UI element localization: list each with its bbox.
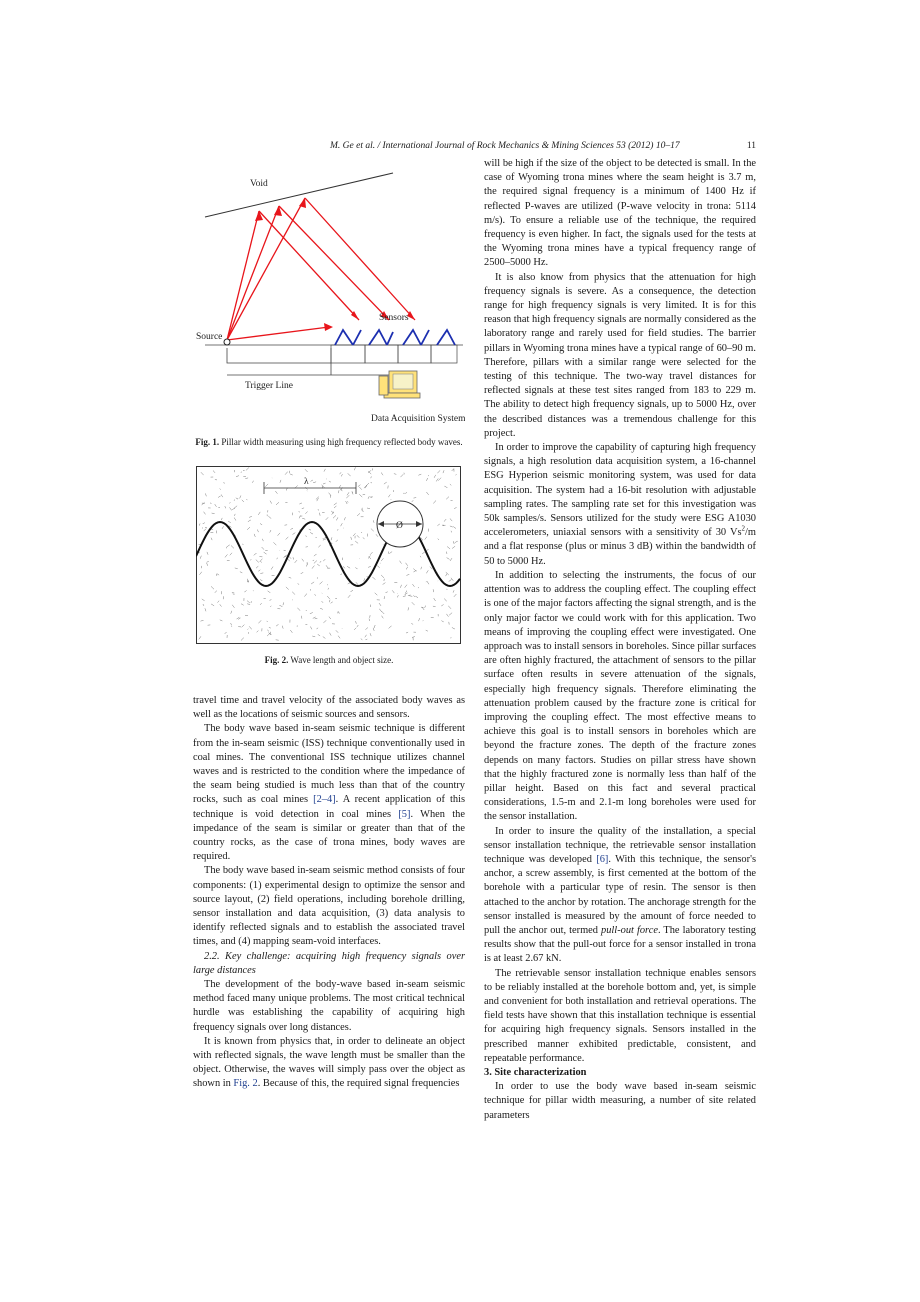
object-size-label: Ø xyxy=(396,521,403,531)
running-header xyxy=(330,141,756,151)
figure-2-frame xyxy=(197,467,461,644)
left-paragraph-4: The development of the body-wave based in-seam seismic method faced many unique problems. The most critical technical hurdle was establishing the capability of acquiring high frequency signals over long distances. xyxy=(193,979,465,1033)
section-heading-3: 3. Site characterization xyxy=(484,1067,587,1078)
sensor-box-3 xyxy=(398,345,431,363)
void-label: Void xyxy=(250,179,268,189)
sensor-box-2 xyxy=(365,345,398,363)
citation-link[interactable]: [2–4] xyxy=(313,794,336,806)
figure-2-caption-label: Fig. 2. xyxy=(264,655,289,665)
daq-label: Data Acquisition System xyxy=(371,414,465,424)
right-paragraph-6: The retrievable sensor installation technique enables sensors to be reliably installed at the borehole bottom and, yet, is simple and convenient for both installation and retrieval operations. The field tests have shown that this installation technique is essential for acquiring high frequency signals. Sensors installed in the prescribed manner exhibited predictable, consistent, and repeatable performance. xyxy=(484,967,756,1064)
source-label: Source xyxy=(196,332,223,342)
section-heading-2-2: 2.2. Key challenge: acquiring high frequency signals over large distances xyxy=(193,950,465,976)
right-paragraph-7: In order to use the body wave based in-seam seismic technique for pillar width measuring, a number of site related parameters xyxy=(484,1081,756,1121)
left-paragraph-3: The body wave based in-seam seismic method consists of four components: (1) experimental design to optimize the sensor and source layout, (2) field operations, including borehole drilling, sensor installation and data acquisition, (3) data analysis to identify reflected signals and to establish the associated travel times, and (4) mapping seam-void interfaces. xyxy=(193,865,465,948)
citation-link[interactable]: [5] xyxy=(398,808,411,820)
void-line xyxy=(205,173,393,217)
wavelength-label: λ xyxy=(304,477,309,487)
left-paragraph-2: The body wave based in-seam seismic technique is different from the in-seam seismic (ISS) technique conventionally used in coal mines. The conventional ISS technique utilizes channel waves and is restricted to the condition where the impedance of the seam being studied is much less than that of the country rocks, such as coal mines [2–4]. A recent application of this technique is void detection in coal mines [5]. When the impedance of the seam is similar or greater than that of the country rocks, as the case of trona mines, body waves are required. xyxy=(193,723,465,863)
source-marker xyxy=(224,339,230,345)
right-column xyxy=(484,157,756,1123)
trigger-line-label: Trigger Line xyxy=(245,381,293,391)
right-paragraph-5: In order to insure the quality of the installation, a special sensor installation technique, the retrievable sensor installation technique was developed [6]. With this technique, the sensor's anchor, a screw assembly, is first cemented at the bottom of the borehole with a particular type of resin. The sensor is then attached to the anchor by rotation. The anchorage strength for the sensor installed is measured by the amount of force needed to pull the anchor out, termed pull-out force. The laboratory testing results show that the pull-out force for a sensor installed in trona is at least 2.67 kN. xyxy=(484,825,757,965)
figure-2-caption-text: Wave length and object size. xyxy=(290,655,394,665)
figure-1-diagram xyxy=(193,170,465,430)
figure-1-caption-label: Fig. 1. xyxy=(195,437,220,447)
sensors-label: Sensors xyxy=(379,313,409,323)
sensor-box-1 xyxy=(331,345,365,363)
seam-step-line xyxy=(227,348,331,363)
right-paragraph-3: In order to improve the capability of capturing high frequency signals, a high resolution data acquisition system, a 16-channel ESG Hyperion seismic monitoring system, was used for data acquisition. The system had a 16-bit resolution with adjustable sampling rates. The sampling rate set for this investigation was 50k samples/s. Sensors utilized for the study were ESG A1030 accelerometers, uniaxial sensors with a sensitivity of 30 Vs$^2$/m and a flat response (plus or minus 3 dB) within the bandwidth of 50 to 5000 Hz. xyxy=(484,442,756,567)
citation-link[interactable]: [6] xyxy=(596,853,609,865)
left-paragraph-5: It is known from physics that, in order to delineate an object with reflected signals, the wave length must be smaller than the object. Otherwise, the waves will simply pass over the object as shown in Fig. 2. Because of this, the required signal frequencies xyxy=(193,1035,465,1090)
figure-link[interactable]: Fig. 2 xyxy=(233,1078,258,1090)
sensor-box-4 xyxy=(431,345,457,363)
right-paragraph-4: In addition to selecting the instruments, the focus of our attention was to address the coupling effect. The coupling effect is one of the major factors affecting the signal strength, and is the only major factor we could work with for this application. Two means of improving the coupling effect were investigated. One approach was to install sensors in boreholes. Since pillar surfaces are often highly fractured, the attachment of sensors to the pillar surface often results in severe attenuation of the signals, especially high frequency signals. Therefore eliminating the attenuation problem caused by the fracture zone is critical for improving the coupling effect. The most effective means to achieve this goal is to install sensors in boreholes which are beyond the fracture zones. The depth of the fracture zones depends on many factors. Studies on pillar stress have shown that the highly fractured zone is normally less than half of the pillar height. Based on this fact and several practical considerations, 1.5-m and 2.1-m long boreholes were used for the sensor installation. xyxy=(484,569,756,823)
running-title: M. Ge et al. / International Journal of Rock Mechanics & Mining Sciences 53 (2012) 10–17 xyxy=(330,141,680,151)
figure-1-caption xyxy=(193,437,465,447)
left-paragraph-1: travel time and travel velocity of the associated body waves as well as the locations of seismic sources and sensors. xyxy=(193,695,465,721)
page-number: 11 xyxy=(746,141,756,151)
right-paragraph-2: It is also know from physics that the attenuation for high frequency signals is severe. As a consequence, the detection range for high frequency signals is very limited. It is for this reason that high frequency signals are normally considered as the laboratory range and rarely used for field studies. The barrier pillars in Wyoming trona mines have a typical range of 60–90 m. Therefore, pillars with a similar range were selected for the testing of this technique. The two-way travel distances for reflected signals at these test sites ranged from 183 to 229 m. The ability to detect high frequency signals, up to 5000 Hz, over the described distances was a tremendous challenge for this project. xyxy=(484,271,756,439)
left-column xyxy=(193,694,465,1092)
sensors xyxy=(335,330,455,345)
figure-2-caption xyxy=(193,655,465,665)
figure-1-caption-text: Pillar width measuring using high frequency reflected body waves. xyxy=(221,437,463,447)
figure-2-diagram xyxy=(196,466,461,644)
right-paragraph-1: will be high if the size of the object to be detected is small. In the case of Wyoming trona mines where the seam height is 3.7 m, the required signal frequency is a minimum of 1400 Hz if reflected P-waves are utilized (P-wave velocity in trona: 5114 m/s). To ensure a reliable use of the technique, the required frequency is even higher. In fact, the signals used for the tests at the Wyoming trona mines have a typical frequency range of 2500–5000 Hz. xyxy=(484,158,756,269)
